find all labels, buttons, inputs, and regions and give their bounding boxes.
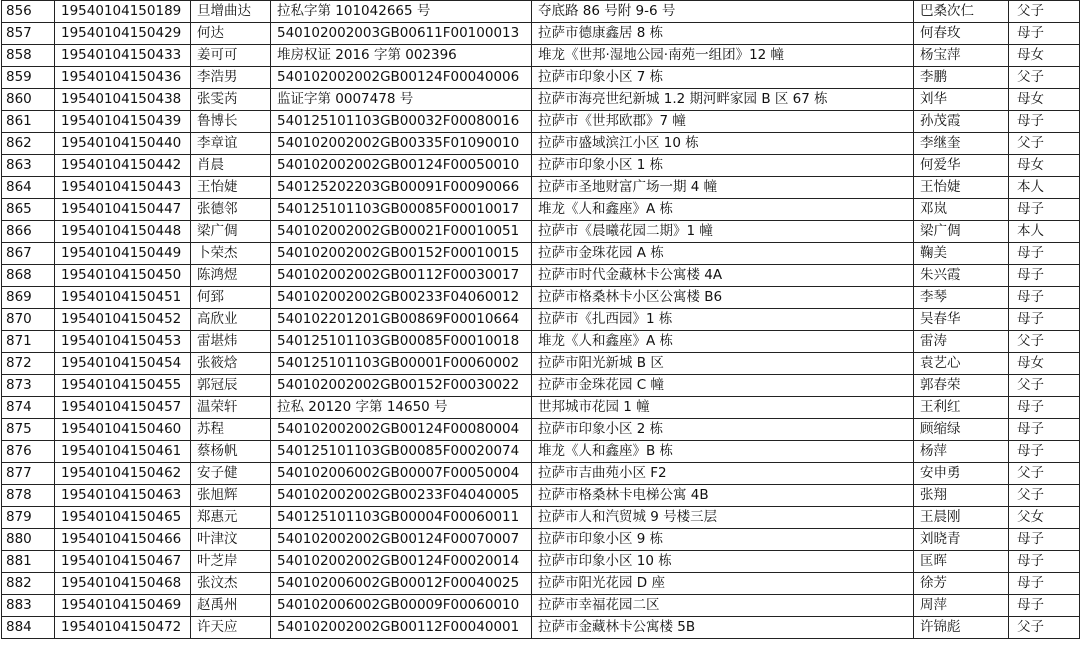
property-certificate-cell: 540102002002GB00021F00010051: [271, 221, 532, 243]
property-certificate-cell: 540102002002GB00124F00070007: [271, 529, 532, 551]
guardian-name-cell: 王晨刚: [914, 507, 1009, 529]
guardian-name-cell: 许锦彪: [914, 617, 1009, 639]
row-number-cell: 868: [2, 265, 55, 287]
student-id-cell: 19540104150472: [55, 617, 191, 639]
guardian-name-cell: 杨宝萍: [914, 45, 1009, 67]
table-row: [2, 111, 1080, 133]
guardian-name-cell: 周萍: [914, 595, 1009, 617]
relationship-cell: 父子: [1009, 617, 1080, 639]
property-certificate-cell: 540102002002GB00124F00050010: [271, 155, 532, 177]
address-cell: 拉萨市《扎西园》1 栋: [532, 309, 914, 331]
row-number-cell: 867: [2, 243, 55, 265]
relationship-cell: 母子: [1009, 551, 1080, 573]
row-number-cell: 874: [2, 397, 55, 419]
student-id-cell: 19540104150436: [55, 67, 191, 89]
relationship-cell: 母女: [1009, 89, 1080, 111]
property-certificate-cell: 拉私 20120 字第 14650 号: [271, 397, 532, 419]
address-cell: 拉萨市《晨曦花园二期》1 幢: [532, 221, 914, 243]
student-name-cell: 蔡杨帆: [191, 441, 271, 463]
guardian-name-cell: 王利红: [914, 397, 1009, 419]
relationship-cell: 母女: [1009, 353, 1080, 375]
table-row: [2, 89, 1080, 111]
table-row: [2, 265, 1080, 287]
table-body: [2, 1, 1080, 639]
address-cell: 拉萨市金珠花园 C 幢: [532, 375, 914, 397]
address-cell: 拉萨市吉曲苑小区 F2: [532, 463, 914, 485]
property-certificate-cell: 堆房权证 2016 字第 002396: [271, 45, 532, 67]
relationship-cell: 母子: [1009, 199, 1080, 221]
guardian-name-cell: 李继奎: [914, 133, 1009, 155]
table-row: [2, 485, 1080, 507]
student-id-cell: 19540104150462: [55, 463, 191, 485]
student-table: [1, 0, 1080, 639]
address-cell: 堆龙《世邦·湿地公园·南苑一组团》12 幢: [532, 45, 914, 67]
table-row: [2, 45, 1080, 67]
student-name-cell: 李章谊: [191, 133, 271, 155]
address-cell: 堆龙《人和鑫座》A 栋: [532, 331, 914, 353]
property-certificate-cell: 540102201201GB00869F00010664: [271, 309, 532, 331]
property-certificate-cell: 540125101103GB00085F00010017: [271, 199, 532, 221]
student-id-cell: 19540104150449: [55, 243, 191, 265]
student-name-cell: 张汶杰: [191, 573, 271, 595]
property-certificate-cell: 540125202203GB00091F00090066: [271, 177, 532, 199]
address-cell: 世邦城市花园 1 幢: [532, 397, 914, 419]
row-number-cell: 880: [2, 529, 55, 551]
student-id-cell: 19540104150466: [55, 529, 191, 551]
row-number-cell: 876: [2, 441, 55, 463]
student-id-cell: 19540104150465: [55, 507, 191, 529]
student-id-cell: 19540104150452: [55, 309, 191, 331]
address-cell: 拉萨市印象小区 7 栋: [532, 67, 914, 89]
property-certificate-cell: 540102002002GB00124F00020014: [271, 551, 532, 573]
address-cell: 堆龙《人和鑫座》A 栋: [532, 199, 914, 221]
student-id-cell: 19540104150448: [55, 221, 191, 243]
student-id-cell: 19540104150457: [55, 397, 191, 419]
relationship-cell: 母子: [1009, 419, 1080, 441]
address-cell: 拉萨市阳光新城 B 区: [532, 353, 914, 375]
table-row: [2, 617, 1080, 639]
guardian-name-cell: 张翔: [914, 485, 1009, 507]
address-cell: 拉萨市时代金藏林卡公寓楼 4A: [532, 265, 914, 287]
address-cell: 拉萨市德康鑫居 8 栋: [532, 23, 914, 45]
address-cell: 拉萨市印象小区 10 栋: [532, 551, 914, 573]
guardian-name-cell: 何爱华: [914, 155, 1009, 177]
student-name-cell: 陈鸿煜: [191, 265, 271, 287]
guardian-name-cell: 朱兴霞: [914, 265, 1009, 287]
address-cell: 拉萨市印象小区 1 栋: [532, 155, 914, 177]
relationship-cell: 母子: [1009, 287, 1080, 309]
row-number-cell: 882: [2, 573, 55, 595]
property-certificate-cell: 540102006002GB00007F00050004: [271, 463, 532, 485]
relationship-cell: 母女: [1009, 155, 1080, 177]
address-cell: 拉萨市人和汽贸城 9 号楼三层: [532, 507, 914, 529]
student-name-cell: 郑惠元: [191, 507, 271, 529]
row-number-cell: 863: [2, 155, 55, 177]
relationship-cell: 母女: [1009, 45, 1080, 67]
address-cell: 拉萨市印象小区 9 栋: [532, 529, 914, 551]
property-certificate-cell: 540102006002GB00012F00040025: [271, 573, 532, 595]
table-row: [2, 221, 1080, 243]
guardian-name-cell: 袁艺心: [914, 353, 1009, 375]
property-certificate-cell: 540102002003GB00611F00100013: [271, 23, 532, 45]
property-certificate-cell: 540125101103GB00001F00060002: [271, 353, 532, 375]
table-row: [2, 177, 1080, 199]
row-number-cell: 884: [2, 617, 55, 639]
address-cell: 拉萨市印象小区 2 栋: [532, 419, 914, 441]
address-cell: 拉萨市幸福花园二区: [532, 595, 914, 617]
student-id-cell: 19540104150454: [55, 353, 191, 375]
relationship-cell: 父子: [1009, 1, 1080, 23]
student-name-cell: 张旭辉: [191, 485, 271, 507]
table-row: [2, 573, 1080, 595]
address-cell: 夺底路 86 号附 9-6 号: [532, 1, 914, 23]
table-row: [2, 23, 1080, 45]
row-number-cell: 875: [2, 419, 55, 441]
student-id-cell: 19540104150460: [55, 419, 191, 441]
table-row: [2, 353, 1080, 375]
row-number-cell: 857: [2, 23, 55, 45]
relationship-cell: 母子: [1009, 529, 1080, 551]
table-row: [2, 441, 1080, 463]
row-number-cell: 872: [2, 353, 55, 375]
table-row: [2, 67, 1080, 89]
student-id-cell: 19540104150463: [55, 485, 191, 507]
student-name-cell: 何郅: [191, 287, 271, 309]
guardian-name-cell: 梁广倜: [914, 221, 1009, 243]
relationship-cell: 母子: [1009, 441, 1080, 463]
relationship-cell: 本人: [1009, 221, 1080, 243]
student-name-cell: 姜可可: [191, 45, 271, 67]
property-certificate-cell: 540102002002GB00112F00030017: [271, 265, 532, 287]
address-cell: 拉萨市格桑林卡电梯公寓 4B: [532, 485, 914, 507]
property-certificate-cell: 540102002002GB00335F01090010: [271, 133, 532, 155]
row-number-cell: 864: [2, 177, 55, 199]
student-id-cell: 19540104150433: [55, 45, 191, 67]
student-name-cell: 李浩男: [191, 67, 271, 89]
student-id-cell: 19540104150429: [55, 23, 191, 45]
table-row: [2, 375, 1080, 397]
student-name-cell: 温荣轩: [191, 397, 271, 419]
row-number-cell: 861: [2, 111, 55, 133]
property-certificate-cell: 540102002002GB00124F00040006: [271, 67, 532, 89]
guardian-name-cell: 徐芳: [914, 573, 1009, 595]
row-number-cell: 869: [2, 287, 55, 309]
student-name-cell: 许天应: [191, 617, 271, 639]
relationship-cell: 母子: [1009, 397, 1080, 419]
property-certificate-cell: 540102006002GB00009F00060010: [271, 595, 532, 617]
guardian-name-cell: 李鹏: [914, 67, 1009, 89]
table-row: [2, 463, 1080, 485]
student-name-cell: 卜荣杰: [191, 243, 271, 265]
property-certificate-cell: 540102002002GB00124F00080004: [271, 419, 532, 441]
student-name-cell: 旦增曲达: [191, 1, 271, 23]
student-id-cell: 19540104150451: [55, 287, 191, 309]
student-name-cell: 鲁博长: [191, 111, 271, 133]
table-row: [2, 133, 1080, 155]
property-certificate-cell: 540102002002GB00112F00040001: [271, 617, 532, 639]
property-certificate-cell: 540102002002GB00233F04060012: [271, 287, 532, 309]
table-row: [2, 595, 1080, 617]
relationship-cell: 父女: [1009, 507, 1080, 529]
row-number-cell: 860: [2, 89, 55, 111]
student-name-cell: 张筱焓: [191, 353, 271, 375]
guardian-name-cell: 匡晖: [914, 551, 1009, 573]
table-row: [2, 419, 1080, 441]
row-number-cell: 879: [2, 507, 55, 529]
relationship-cell: 父子: [1009, 331, 1080, 353]
property-certificate-cell: 540125101103GB00085F00010018: [271, 331, 532, 353]
student-name-cell: 郭冠辰: [191, 375, 271, 397]
student-id-cell: 19540104150461: [55, 441, 191, 463]
relationship-cell: 母子: [1009, 595, 1080, 617]
student-name-cell: 赵禹州: [191, 595, 271, 617]
relationship-cell: 父子: [1009, 133, 1080, 155]
student-id-cell: 19540104150189: [55, 1, 191, 23]
address-cell: 堆龙《人和鑫座》B 栋: [532, 441, 914, 463]
student-name-cell: 张德邻: [191, 199, 271, 221]
student-id-cell: 19540104150447: [55, 199, 191, 221]
guardian-name-cell: 王怡婕: [914, 177, 1009, 199]
guardian-name-cell: 孙茂霞: [914, 111, 1009, 133]
address-cell: 拉萨市盛域滨江小区 10 栋: [532, 133, 914, 155]
relationship-cell: 母子: [1009, 111, 1080, 133]
guardian-name-cell: 吴春华: [914, 309, 1009, 331]
guardian-name-cell: 何春玫: [914, 23, 1009, 45]
row-number-cell: 865: [2, 199, 55, 221]
student-id-cell: 19540104150438: [55, 89, 191, 111]
row-number-cell: 881: [2, 551, 55, 573]
student-name-cell: 梁广倜: [191, 221, 271, 243]
student-name-cell: 高欣业: [191, 309, 271, 331]
student-name-cell: 王怡婕: [191, 177, 271, 199]
student-name-cell: 苏程: [191, 419, 271, 441]
student-name-cell: 肖晨: [191, 155, 271, 177]
relationship-cell: 母子: [1009, 23, 1080, 45]
student-id-cell: 19540104150440: [55, 133, 191, 155]
property-certificate-cell: 540125101103GB00085F00020074: [271, 441, 532, 463]
address-cell: 拉萨市圣地财富广场一期 4 幢: [532, 177, 914, 199]
guardian-name-cell: 安申勇: [914, 463, 1009, 485]
student-id-cell: 19540104150468: [55, 573, 191, 595]
property-certificate-cell: 540125101103GB00004F00060011: [271, 507, 532, 529]
guardian-name-cell: 顾缩绿: [914, 419, 1009, 441]
guardian-name-cell: 刘晓青: [914, 529, 1009, 551]
guardian-name-cell: 鞠美: [914, 243, 1009, 265]
guardian-name-cell: 雷涛: [914, 331, 1009, 353]
student-id-cell: 19540104150467: [55, 551, 191, 573]
student-id-cell: 19540104150450: [55, 265, 191, 287]
relationship-cell: 母子: [1009, 309, 1080, 331]
property-certificate-cell: 540102002002GB00152F00030022: [271, 375, 532, 397]
table-row: [2, 397, 1080, 419]
table-row: [2, 199, 1080, 221]
guardian-name-cell: 刘华: [914, 89, 1009, 111]
student-id-cell: 19540104150443: [55, 177, 191, 199]
student-name-cell: 叶芝岸: [191, 551, 271, 573]
row-number-cell: 870: [2, 309, 55, 331]
relationship-cell: 父子: [1009, 485, 1080, 507]
student-name-cell: 雷堪炜: [191, 331, 271, 353]
relationship-cell: 父子: [1009, 375, 1080, 397]
table-row: [2, 155, 1080, 177]
table-row: [2, 243, 1080, 265]
table-row: [2, 507, 1080, 529]
table-row: [2, 309, 1080, 331]
property-certificate-cell: 540125101103GB00032F00080016: [271, 111, 532, 133]
student-id-cell: 19540104150453: [55, 331, 191, 353]
row-number-cell: 866: [2, 221, 55, 243]
table-row: [2, 529, 1080, 551]
row-number-cell: 862: [2, 133, 55, 155]
relationship-cell: 母子: [1009, 573, 1080, 595]
guardian-name-cell: 郭春荣: [914, 375, 1009, 397]
student-name-cell: 安子健: [191, 463, 271, 485]
table-row: [2, 551, 1080, 573]
address-cell: 拉萨市《世邦欧郡》7 幢: [532, 111, 914, 133]
guardian-name-cell: 巴桑次仁: [914, 1, 1009, 23]
relationship-cell: 母子: [1009, 265, 1080, 287]
student-id-cell: 19540104150442: [55, 155, 191, 177]
guardian-name-cell: 邓岚: [914, 199, 1009, 221]
row-number-cell: 877: [2, 463, 55, 485]
address-cell: 拉萨市金藏林卡公寓楼 5B: [532, 617, 914, 639]
property-certificate-cell: 540102002002GB00152F00010015: [271, 243, 532, 265]
relationship-cell: 母子: [1009, 243, 1080, 265]
address-cell: 拉萨市阳光花园 D 座: [532, 573, 914, 595]
table-row: [2, 1, 1080, 23]
address-cell: 拉萨市海亮世纪新城 1.2 期河畔家园 B 区 67 栋: [532, 89, 914, 111]
property-certificate-cell: 540102002002GB00233F04040005: [271, 485, 532, 507]
student-id-cell: 19540104150469: [55, 595, 191, 617]
relationship-cell: 父子: [1009, 463, 1080, 485]
row-number-cell: 858: [2, 45, 55, 67]
guardian-name-cell: 李琴: [914, 287, 1009, 309]
property-certificate-cell: 监证字第 0007478 号: [271, 89, 532, 111]
row-number-cell: 883: [2, 595, 55, 617]
table-row: [2, 331, 1080, 353]
row-number-cell: 859: [2, 67, 55, 89]
student-name-cell: 张雯芮: [191, 89, 271, 111]
guardian-name-cell: 杨萍: [914, 441, 1009, 463]
student-name-cell: 何达: [191, 23, 271, 45]
relationship-cell: 本人: [1009, 177, 1080, 199]
address-cell: 拉萨市格桑林卡小区公寓楼 B6: [532, 287, 914, 309]
property-certificate-cell: 拉私字第 101042665 号: [271, 1, 532, 23]
address-cell: 拉萨市金珠花园 A 栋: [532, 243, 914, 265]
student-name-cell: 叶津汶: [191, 529, 271, 551]
student-id-cell: 19540104150439: [55, 111, 191, 133]
relationship-cell: 父子: [1009, 67, 1080, 89]
table-row: [2, 287, 1080, 309]
student-id-cell: 19540104150455: [55, 375, 191, 397]
row-number-cell: 856: [2, 1, 55, 23]
row-number-cell: 878: [2, 485, 55, 507]
row-number-cell: 871: [2, 331, 55, 353]
row-number-cell: 873: [2, 375, 55, 397]
